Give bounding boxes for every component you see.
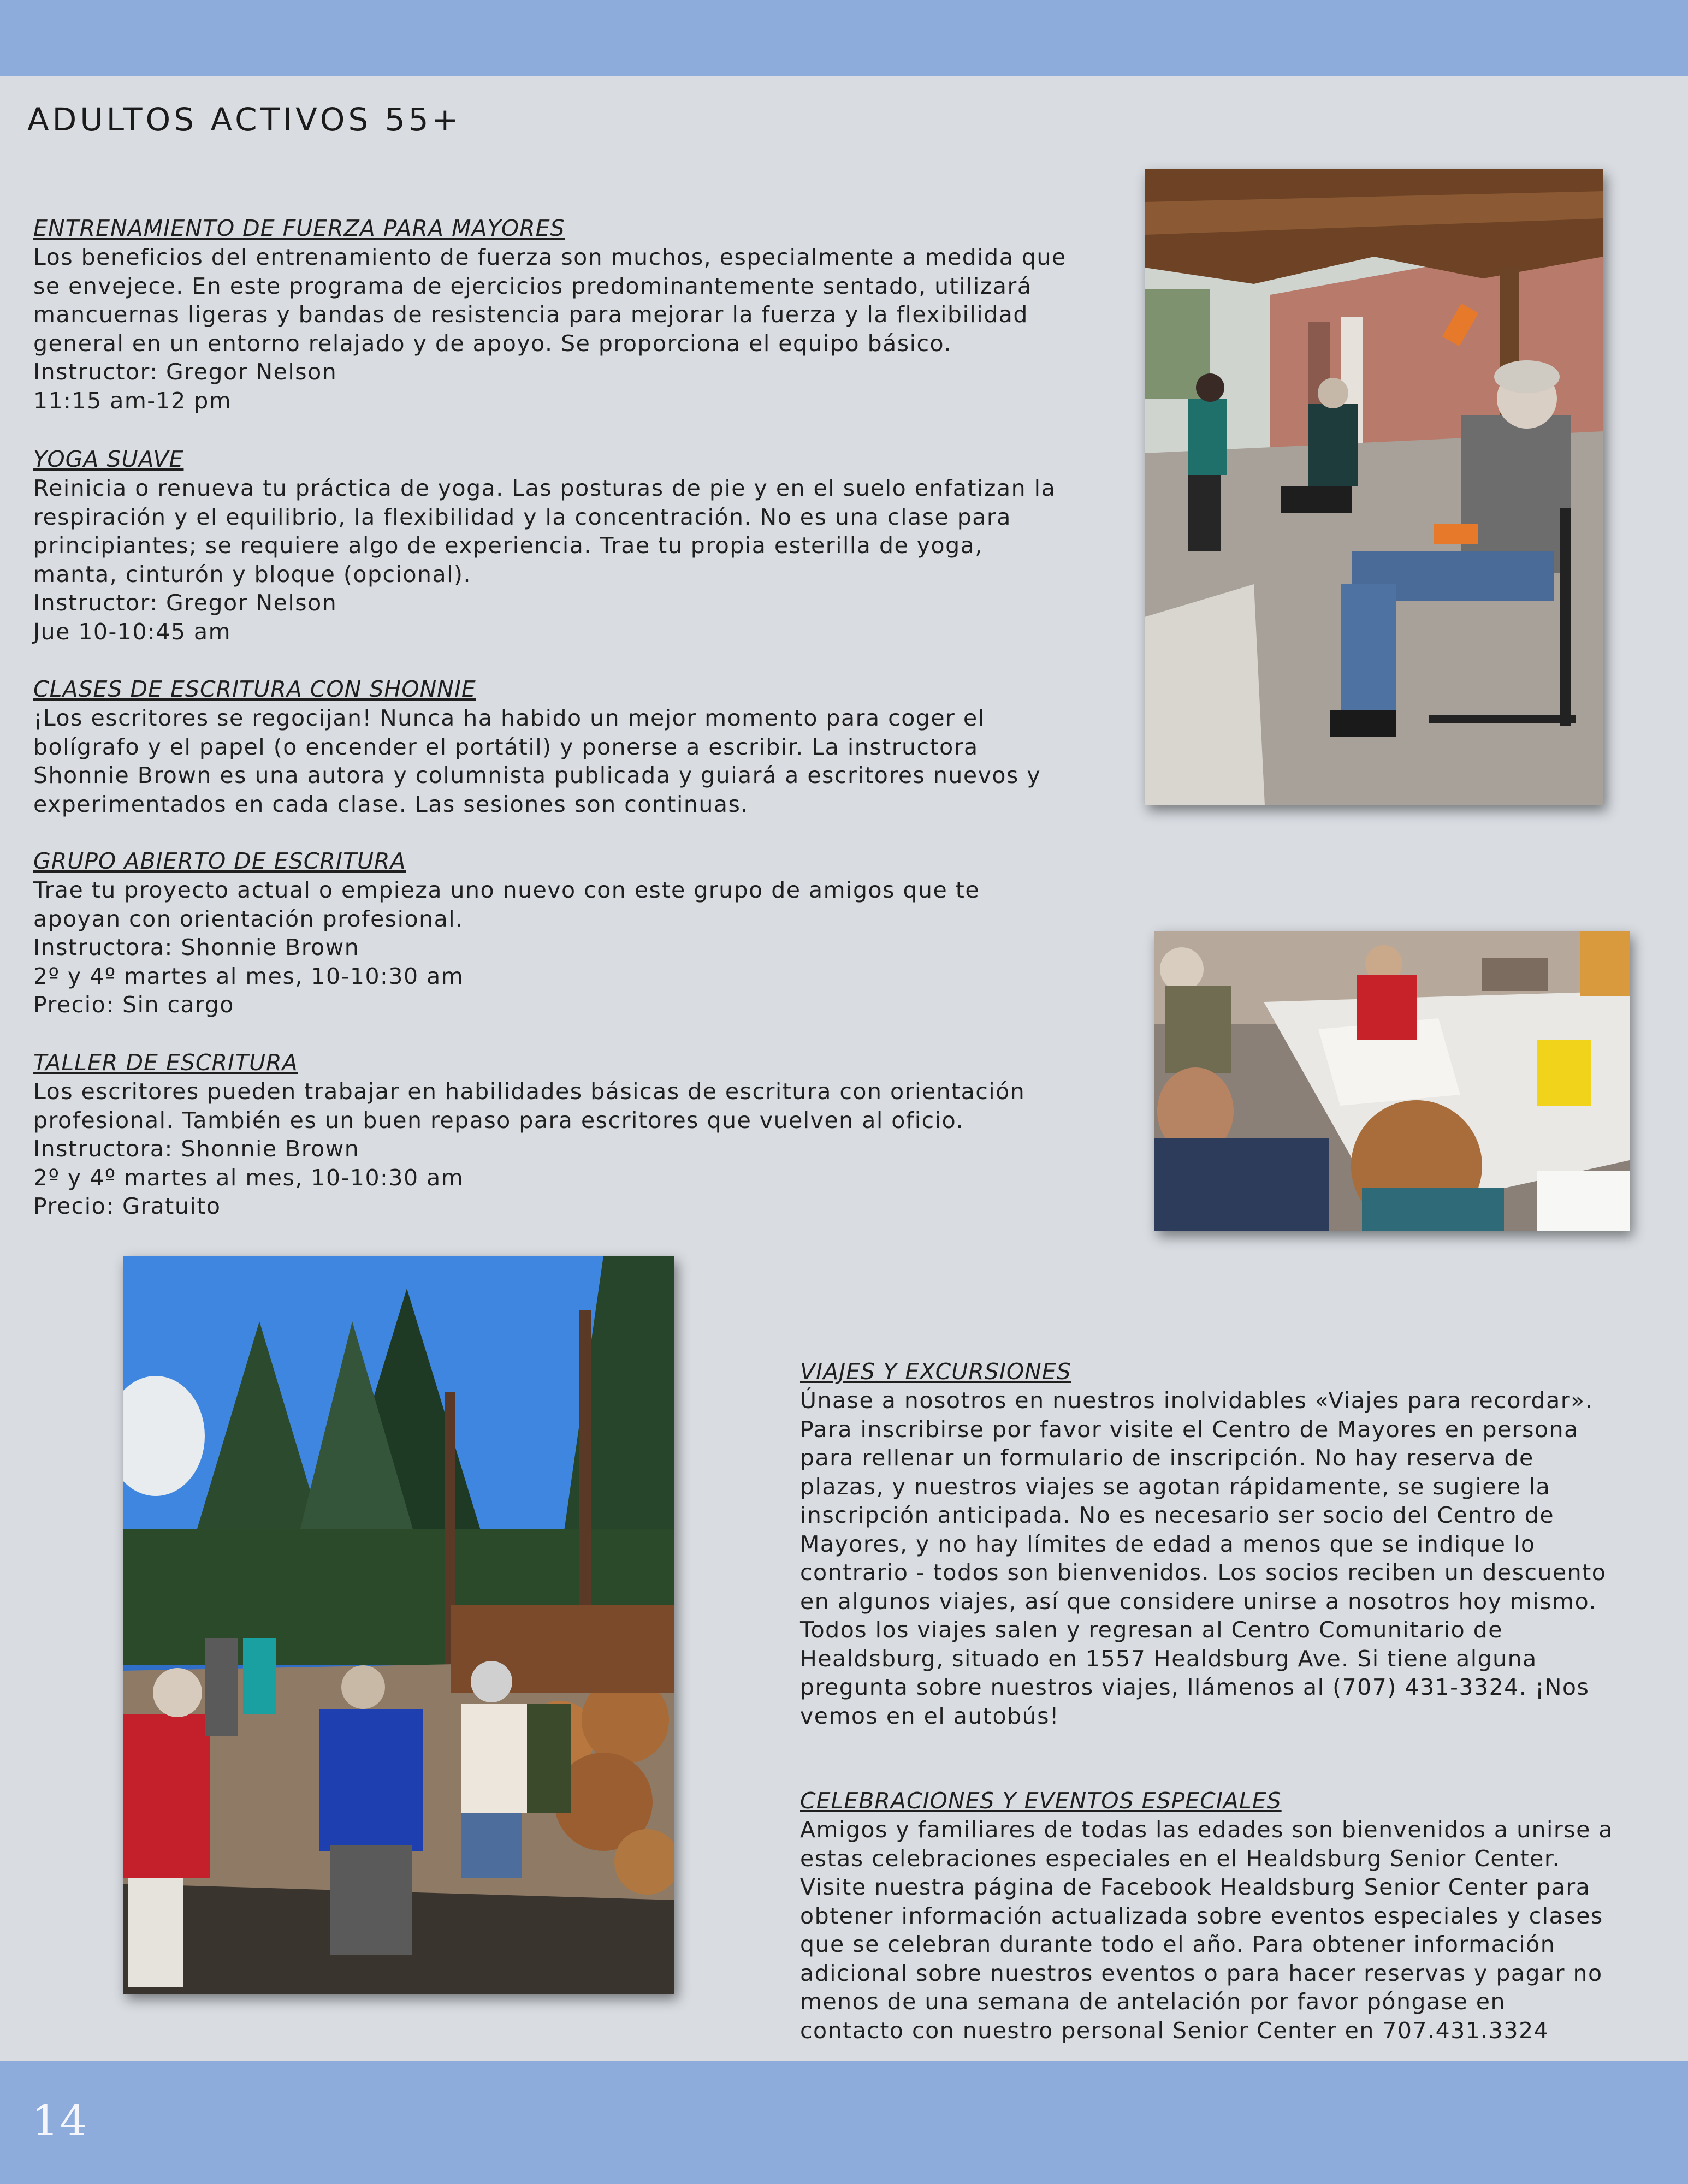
photo-redwood-trip <box>123 1256 674 1994</box>
section-body: Únase a nosotros en nuestros inolvidables «Viajes para recordar». Para inscribirse por favor visite el Centro de Mayores en persona para rellenar un formulario de inscripción. No hay reserva de plazas, y nuestros viajes se agotan rápidamente, se sugiere la inscripción anticipada. No es necesario ser socio del Centro de Mayores, y no hay límites de edad a menos que se indique lo contrario - todos son bienvenidos. Los socios reciben un descuento en algunos viajes, así que considere unirse a nosotros hoy mismo. Todos los viajes salen y regresan al Centro Comunitario de Healdsburg, situado en 1557 Healdsburg Ave. Si tiene alguna pregunta sobre nuestros viajes, llámenos al (707) 431-3324. ¡Nos vemos en el autobús! <box>800 1387 1607 1729</box>
page-number: 14 <box>32 2097 88 2146</box>
footer-band <box>0 2061 1688 2184</box>
section-title: ENTRENAMIENTO DE FUERZA PARA MAYORES <box>33 215 565 241</box>
section-body: Amigos y familiares de todas las edades son bienvenidos a unirse a estas celebraciones especiales en el Healdsburg Senior Center. Visite nuestra página de Facebook Healdsburg Senior Center para obtener información actualizada sobre eventos especiales y clases que se celebran durante todo el año. Para obtener información adicional sobre nuestros eventos o para hacer reservas y pagar no menos de una semana de antelación por favor póngase en contacto con nuestro personal Senior Center en 707.431.3324 <box>800 1817 1614 2044</box>
section-body: Trae tu proyecto actual o empieza uno nuevo con este grupo de amigos que te apoyan con orientación profesional. Instructora: Shonnie Brown 2º y 4º martes al mes, 10-10:30 am Precio: Sin cargo <box>33 877 980 1018</box>
section-body: Reinicia o renueva tu práctica de yoga. Las posturas de pie y en el suelo enfatizan la respiración y el equilibrio, la flexibilidad y la concentración. No es una clase para principiantes; se requiere algo de experiencia. Trae tu propia esterilla de yoga, manta, cinturón y bloque (opcional). Instructor: Gregor Nelson Jue 10-10:45 am <box>33 475 1056 645</box>
photo-strength-class <box>1145 169 1603 805</box>
section-title: TALLER DE ESCRITURA <box>33 1049 298 1076</box>
page-title: ADULTOS ACTIVOS 55+ <box>27 101 462 138</box>
section-open-writing-group <box>33 847 1098 1019</box>
section-celebrations <box>800 1787 1641 2045</box>
section-title: YOGA SUAVE <box>33 446 184 472</box>
section-body: Los escritores pueden trabajar en habilidades básicas de escritura con orientación profesional. También es un buen repaso para escritores que vuelven al oficio. Instructora: Shonnie Brown 2º y 4º martes al mes, 10-10:30 am Precio: Gratuito <box>33 1078 1026 1219</box>
section-writing-classes <box>33 675 1098 818</box>
section-title: GRUPO ABIERTO DE ESCRITURA <box>33 848 406 874</box>
photo-writing-group <box>1154 931 1630 1231</box>
section-body: Los beneficios del entrenamiento de fuerza son muchos, especialmente a medida que se envejece. En este programa de ejercicios predominantemente sentado, utilizará mancuernas ligeras y bandas de resistencia para mejorar la fuerza y la flexibilidad general en un entorno relajado y de apoyo. Se proporciona el equipo básico. Instructor: Gregor Nelson 11:15 am-12 pm <box>33 244 1067 414</box>
section-writing-workshop <box>33 1048 1098 1221</box>
header-band <box>0 0 1688 76</box>
section-title: CELEBRACIONES Y EVENTOS ESPECIALES <box>800 1788 1282 1814</box>
section-title: VIAJES Y EXCURSIONES <box>800 1358 1071 1385</box>
section-body: ¡Los escritores se regocijan! Nunca ha habido un mejor momento para coger el bolígrafo y el papel (o encender el portátil) y ponerse a escribir. La instructora Shonnie Brown es una autora y columnista publicada y guiará a escritores nuevos y experimentados en cada clase. Las sesiones son continuas. <box>33 705 1041 817</box>
section-gentle-yoga <box>33 445 1098 646</box>
section-trips <box>800 1357 1641 1730</box>
section-strength-training <box>33 214 1098 415</box>
section-title: CLASES DE ESCRITURA CON SHONNIE <box>33 676 476 702</box>
